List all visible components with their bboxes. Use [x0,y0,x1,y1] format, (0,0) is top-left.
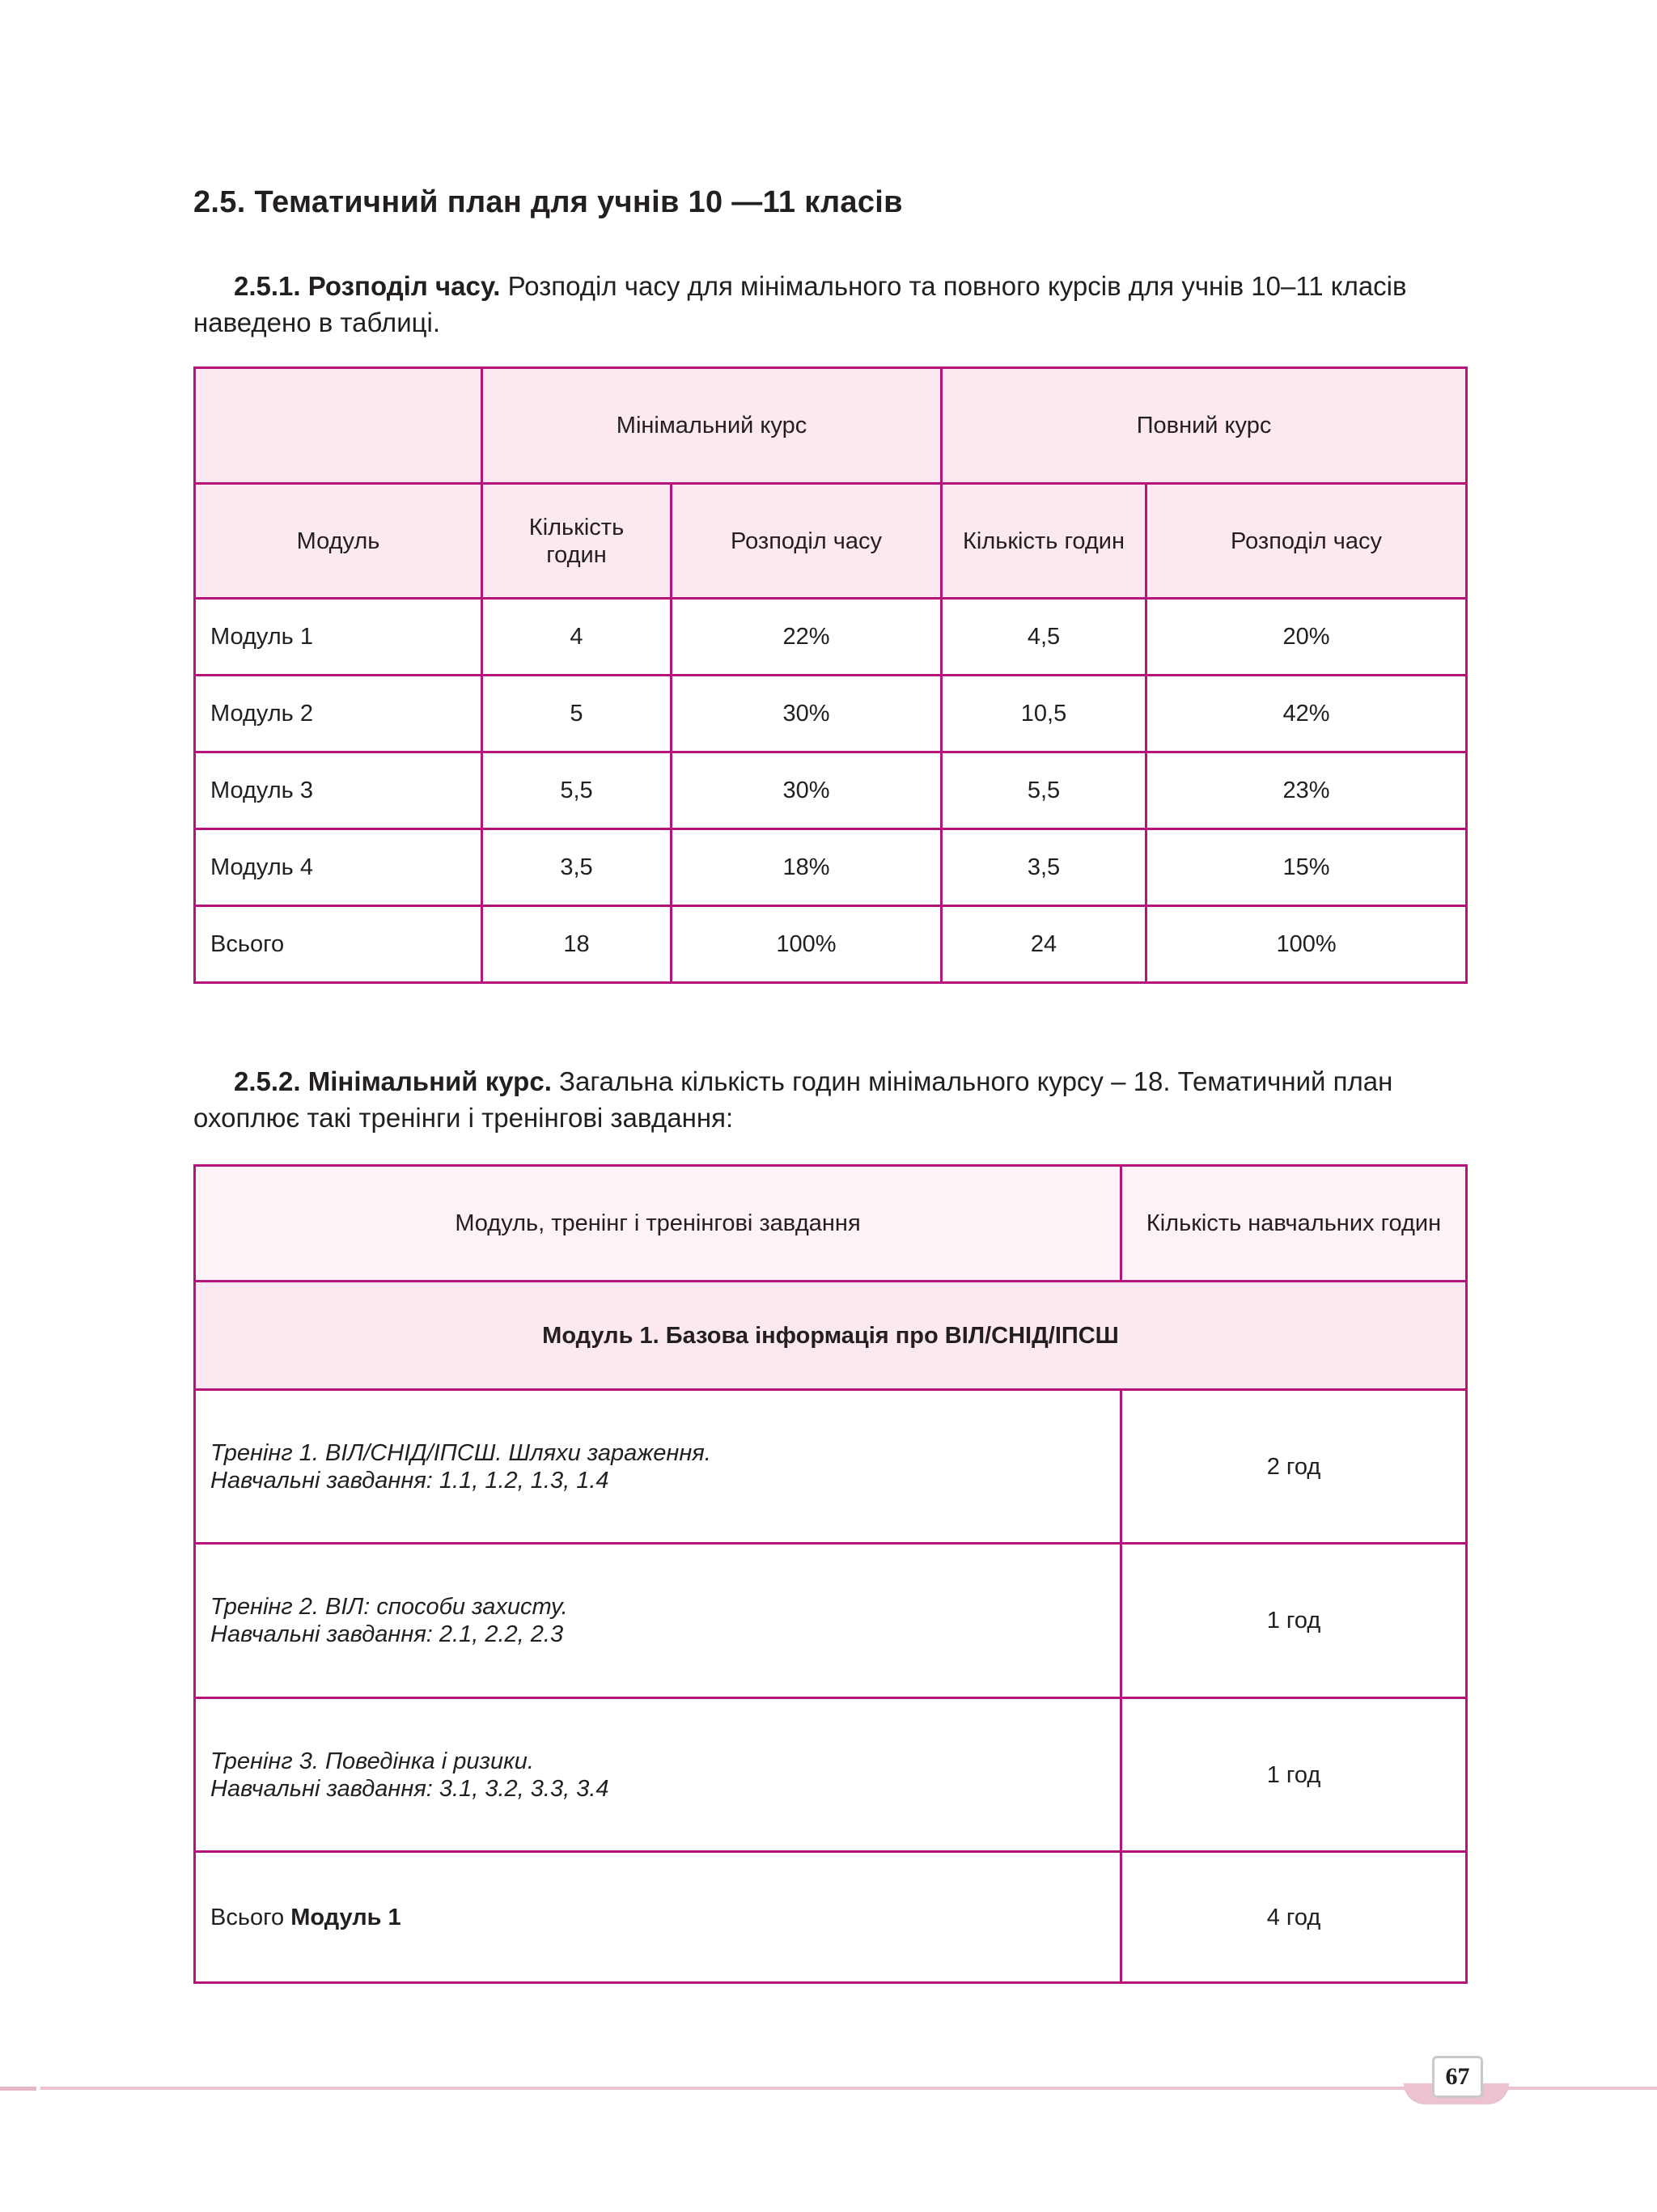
section-text: Загальна кількість годин мінімального курсу – 18. Тематичний план охоплює такі тренінги і тренінгові завдання: [193,1066,1393,1133]
section-text: Розподіл часу для мінімального та повного курсів для учнів 10–11 класів наведено в таблиці. [193,271,1407,337]
training-cell [195,1544,1121,1698]
section-paragraph-time-distribution [193,268,1465,341]
min-hours-cell: 18 [482,906,672,983]
module-cell: Модуль 3 [195,752,482,829]
training-cell [195,1390,1121,1544]
header-topic: Модуль, тренінг і тренінгові завдання [195,1166,1121,1282]
footer-rule-left [0,2087,36,2091]
training-title: Тренінг 2. ВІЛ: способи захисту. [210,1594,568,1620]
table-row [195,752,1467,829]
min-hours-cell: 5 [482,676,672,752]
full-distribution-cell: 100% [1146,906,1467,983]
full-hours-cell: 24 [942,906,1146,983]
header-full-distribution: Розподіл часу [1146,484,1467,599]
page-title: 2.5. Тематичний план для учнів 10 —11 класів [193,185,903,219]
header-full-course: Повний курс [942,368,1467,484]
full-distribution-cell: 15% [1146,829,1467,906]
section-lead: 2.5.1. Розподіл часу. [234,271,501,301]
page-number: 67 [1432,2056,1483,2098]
table-row [195,1544,1467,1698]
header-module: Модуль [195,484,482,599]
training-title: Тренінг 3. Поведінка і ризики. [210,1748,534,1774]
min-distribution-cell: 30% [672,676,942,752]
header-full-hours: Кількість годин [942,484,1146,599]
full-hours-cell: 3,5 [942,829,1146,906]
training-cell [195,1698,1121,1852]
total-module: Модуль 1 [290,1904,401,1930]
full-distribution-cell: 20% [1146,599,1467,676]
section-paragraph-minimal-course [193,1063,1465,1136]
full-hours-cell: 4,5 [942,599,1146,676]
module-title-row: Модуль 1. Базова інформація про ВІЛ/СНІД/ІПСШ [195,1282,1467,1390]
full-hours-cell: 10,5 [942,676,1146,752]
full-distribution-cell: 42% [1146,676,1467,752]
table-row [195,599,1467,676]
time-distribution-table [193,367,1468,984]
total-prefix: Всього [210,1904,291,1930]
header-minimal-course: Мінімальний курс [482,368,942,484]
table-row-total [195,906,1467,983]
table-row [195,676,1467,752]
training-tasks: Навчальні завдання: 3.1, 3.2, 3.3, 3.4 [210,1775,609,1802]
module-cell: Модуль 2 [195,676,482,752]
minimal-course-plan-table [193,1164,1468,1984]
min-hours-cell: 5,5 [482,752,672,829]
header-min-hours: Кількість годин [482,484,672,599]
min-hours-cell: 4 [482,599,672,676]
training-tasks: Навчальні завдання: 2.1, 2.2, 2.3 [210,1621,564,1647]
training-title: Тренінг 1. ВІЛ/СНІД/ІПСШ. Шляхи зараження. [210,1439,711,1466]
total-hours-cell: 4 год [1121,1852,1467,1983]
module-cell: Модуль 4 [195,829,482,906]
min-distribution-cell: 100% [672,906,942,983]
total-label-cell [195,1852,1121,1983]
full-hours-cell: 5,5 [942,752,1146,829]
table-row [195,829,1467,906]
table-row-total [195,1852,1467,1983]
training-hours-cell: 1 год [1121,1698,1467,1852]
training-tasks: Навчальні завдання: 1.1, 1.2, 1.3, 1.4 [210,1467,609,1494]
module-cell: Всього [195,906,482,983]
full-distribution-cell: 23% [1146,752,1467,829]
training-hours-cell: 1 год [1121,1544,1467,1698]
min-distribution-cell: 22% [672,599,942,676]
section-lead: 2.5.2. Мінімальний курс. [234,1066,552,1096]
header-study-hours: Кількість навчальних годин [1121,1166,1467,1282]
min-distribution-cell: 30% [672,752,942,829]
min-hours-cell: 3,5 [482,829,672,906]
table-row [195,1698,1467,1852]
module-cell: Модуль 1 [195,599,482,676]
table-row [195,1390,1467,1544]
training-hours-cell: 2 год [1121,1390,1467,1544]
min-distribution-cell: 18% [672,829,942,906]
header-min-distribution: Розподіл часу [672,484,942,599]
header-empty-cell [195,368,482,484]
